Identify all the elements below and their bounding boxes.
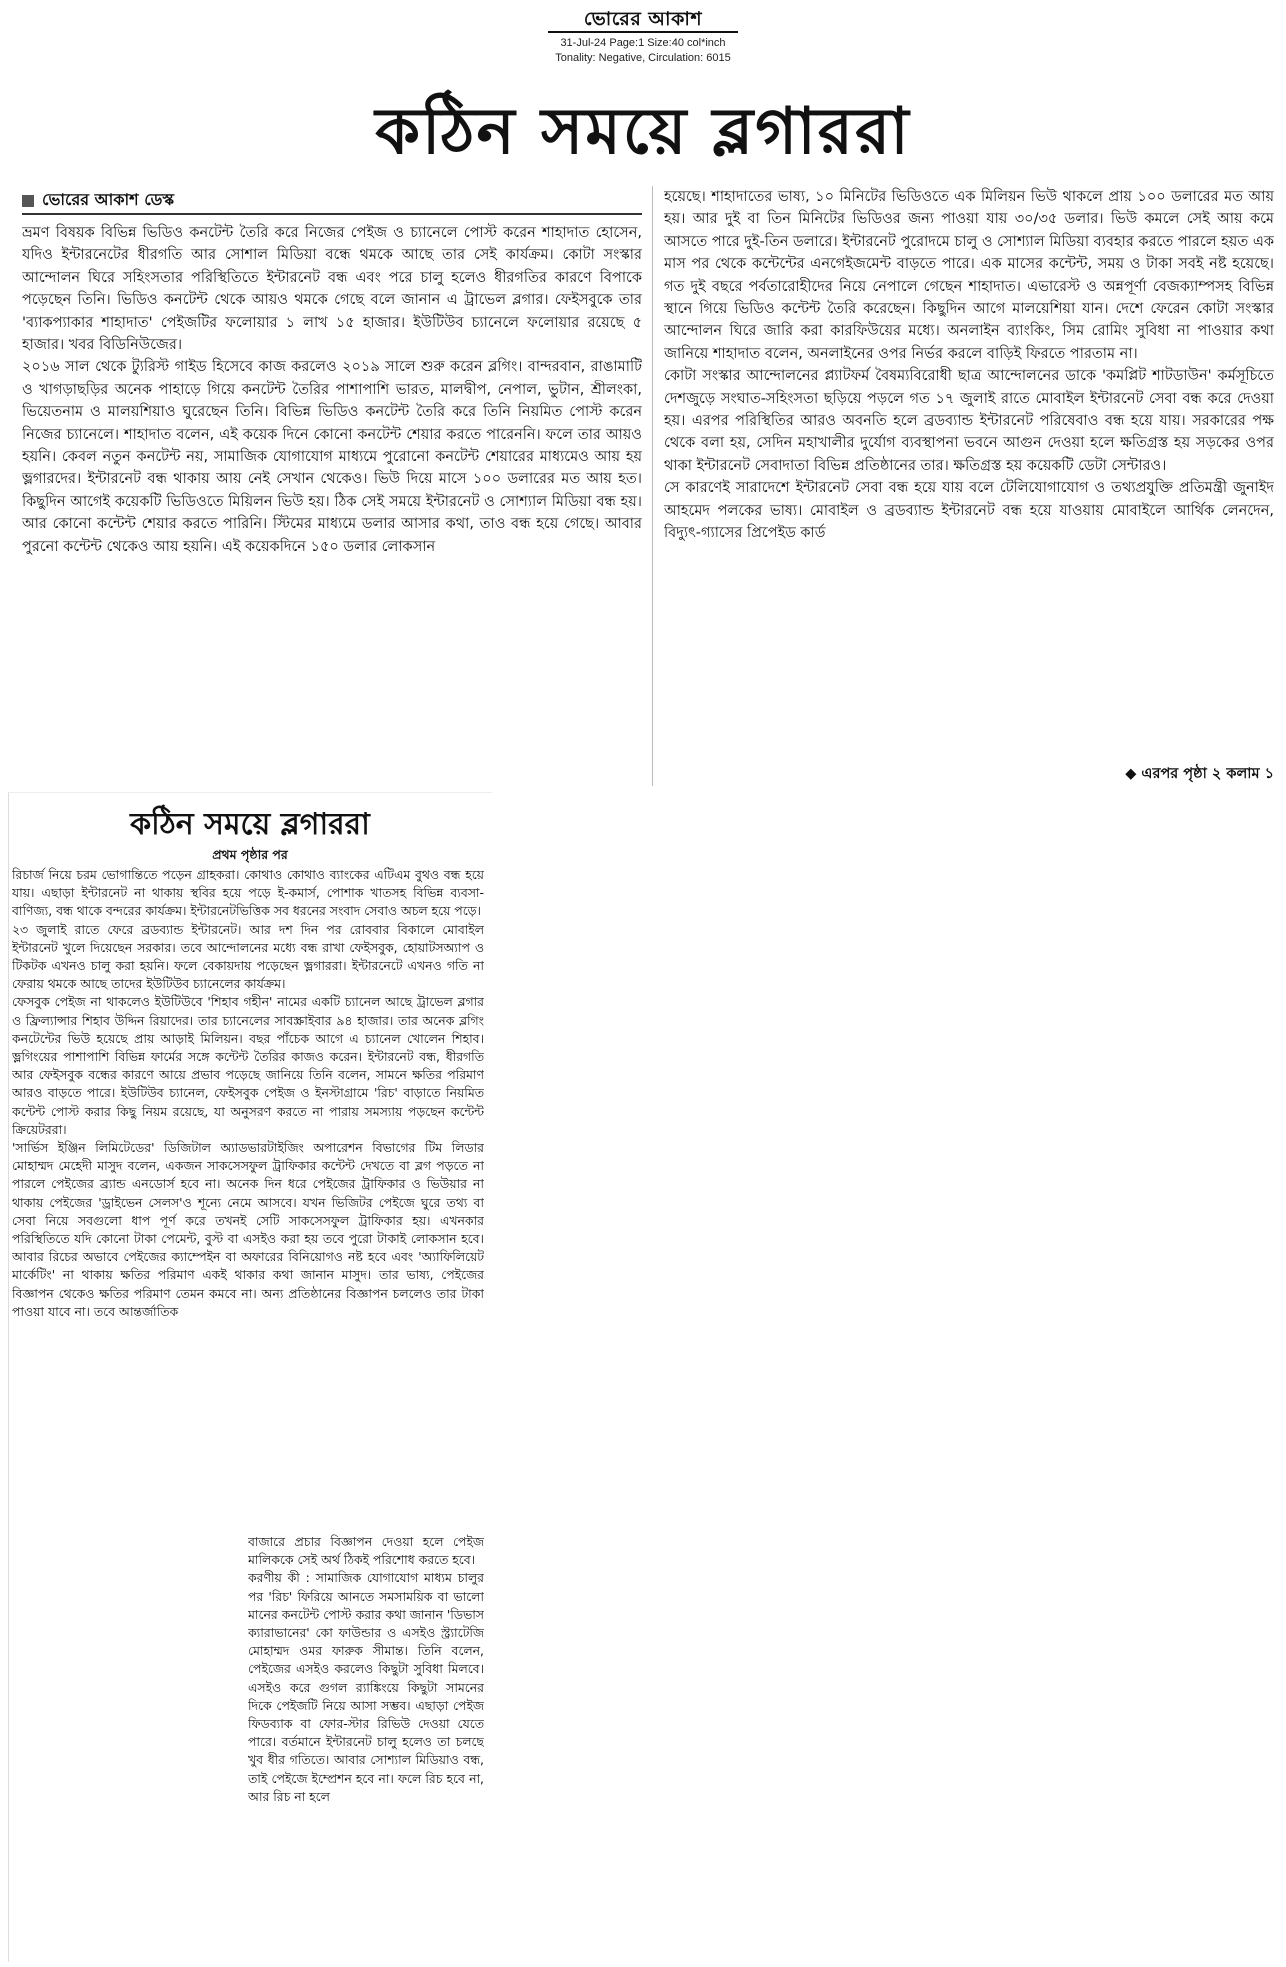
paragraph: ভ্রমণ বিষয়ক বিভিন্ন ভিডিও কনটেন্ট তৈরি করে নিজের পেইজ ও চ্যানেলে পোস্ট করেন শাহাদাত হোসেন, যদিও ইন্টারনেটের ধীরগতি আর সোশাল মিডিয়া বন্ধে থমকে আছে তার সেই কার্যক্রম। কোটা সংস্কার আন্দোলন ঘিরে সহিংসতার পরিস্থিতিতে ইন্টারনেট বন্ধ এবং পরে চালু হলেও ধীরগতির কারণে বিপাকে পড়েছেন তিনি। ভিডিও কনটেন্ট থেকে আয়ও থমকে গেছে বলে জানান এ ট্রাভেল ব্লগার। ফেইসবুকে তার 'ব্যাকপ্যাকার শাহাদাত' পেইজটির ফলোয়ার ১ লাখ ১৫ হাজার। ইউটিউব চ্যানেলে ফলোয়ার রয়েছে ৫ হাজার। খবর বিডিনিউজের। <box>22 225 642 354</box>
paragraph: হয়েছে। শাহাদাতের ভাষ্য, ১০ মিনিটের ভিডিওতে এক মিলিয়ন ভিউ থাকলে প্রায় ১০০ ডলারের মত আয় হয়। আর দুই বা তিন মিনিটের ভিডিওর জন্য পাওয়া যায় ৩০/৩৫ ডলার। ভিউ কমলে সেই আয় কমে আসতে পারে দুই-তিন ডলারে। ইন্টারনেট পুরোদমে চালু ও সোশ্যাল মিডিয়া ব্যবহার করতে পারলে হয়ত এক মাস পর থেকে কন্টেন্টের এনগেইজমেন্ট বাড়তে পারে। এক মাসের কন্টেন্ট, সময় ও টাকা সবই নষ্ট হয়েছে। গত দুই বছরে পর্বতারোহীদের নিয়ে নেপালে গেছেন শাহাদাত। এভারেস্ট ও অন্নপূর্ণা বেজক্যাম্পসহ বিভিন্ন স্থানে গিয়ে ভিডিও কন্টেন্ট তৈরি করেছেন। কিছুদিন আগে মালয়েশিয়া যান। দেশে ফেরেন কোটা সংস্কার আন্দোলন ঘিরে জারি করা কারফিউয়ের মধ্যে। অনলাইন ব্যাংকিং, সিম রোমিং সুবিধা না পাওয়ার কথা জানিয়ে শাহাদাত বলেন, অনলাইনের ওপর নির্ভর করলে বাড়িই ফিরতে পারতাম না। <box>664 189 1274 362</box>
byline <box>22 189 642 211</box>
article-column-right <box>664 186 1274 762</box>
byline-divider <box>22 213 642 215</box>
continued-on-page-note: ◆ এরপর পৃষ্ঠা ২ কলাম ১ <box>1125 766 1274 782</box>
paragraph: ২০১৬ সাল থেকে ট্যুরিস্ট গাইড হিসেবে কাজ করলেও ২০১৯ সালে শুরু করেন ব্লগিং। বান্দরবান, রাঙামাটি ও খাগড়াছড়ির অনেক পাহাড়ে গিয়ে কনটেন্ট তৈরির পাশাপাশি ভারত, মালদ্বীপ, নেপাল, ভুটান, শ্রীলংকা, ভিয়েতনাম ও মালয়শিয়াও ঘুরেছেন তিনি। বিভিন্ন ভিডিও কনটেন্ট তৈরি করে তিনি নিয়মিত পোস্ট করেন নিজের চ্যানেলে। শাহাদাত বলেন, এই কয়েক দিনে কোনো কনটেন্ট শেয়ার করতে পারেননি। ফলে তার আয়ও হয়নি। কেবল নতুন কনটেন্ট নয়, সামাজিক যোগাযোগ মাধ্যমে পুরোনো কনটেন্ট শেয়ারের মাধ্যমেও আয় হয় ভ্লগারদের। ইন্টারনেট বন্ধ থাকায় আয় নেই সেখান থেকেও। ভিউ দিয়ে মাসে ১০০ ডলারের মত আয় হত। কিছুদিন আগেই কয়েকটি ভিডিওতে মিয়িলন ভিউ হয়। ঠিক সেই সময়ে ইন্টারনেট ও সোশ্যাল মিডিয়া বন্ধ হয়। আর কোনো কন্টেন্ট শেয়ার করতে পারিনি। স্টিমের মাধ্যমে ডলার আসার কথা, তাও বন্ধ হয়ে গেছে। আবার পুরনো কন্টেন্ট থেকেও আয় হয়নি। এই কয়েকদিনে ১৫০ ডলার লোকসান <box>22 359 642 555</box>
continuation-subhead: প্রথম পৃষ্ঠার পর <box>212 847 288 862</box>
continuation-body <box>12 866 484 1532</box>
article-headline: কঠিন সময়ে ব্লগাররা <box>375 94 911 169</box>
paragraph: সে কারণেই সারাদেশে ইন্টারনেট সেবা বন্ধ হয়ে যায় বলে টেলিযোগাযোগ ও তথ্যপ্রযুক্তি প্রতিমন্ত্রী জুনাইদ আহমেদ পলকের ভাষ্য। মোবাইল ও ব্রডব্যান্ড ইন্টারনেট বন্ধ হয়ে যাওয়ায় মোবাইলে আর্থিক লেনদেন, বিদ্যুৎ-গ্যাসের প্রিপেইড কার্ড <box>664 480 1274 542</box>
continuation-headline: কঠিন সময়ে ব্লগাররা <box>130 807 370 842</box>
paragraph: ২৩ জুলাই রাতে ফেরে ব্রডব্যান্ড ইন্টারনেট। আর দশ দিন পর রোববার বিকালে মোবাইল ইন্টারনেট খুলে দিয়েছেন সরকার। তবে আন্দোলনের মধ্যে বন্ধ রাখা ফেইসবুক, হোয়াটসঅ্যাপ ও টিকটক এখনও চালু করা হয়নি। ফলে বেকায়দায় পড়েছেন ভ্লগাররা। ইন্টারনেটে এখনও গতি না ফেরায় থমকে আছে তাদের ইউটিউব চ্যানেলের কার্যক্রম। <box>12 921 484 992</box>
byline-text: ভোরের আকাশ ডেস্ক <box>42 190 174 209</box>
article-column-left <box>22 222 642 788</box>
paragraph: 'সার্ভিস ইঞ্জিন লিমিটেডের' ডিজিটাল অ্যাডভারটাইজিং অপারেশন বিভাগের টিম লিডার মোহাম্মদ মেহেদী মাসুদ বলেন, একজন সাকসেসফুল ট্রাফিকার কন্টেন্ট দেখতে বা ব্লগ পড়তে না পারলে পেইজের ব্র্যান্ড এনডোর্স হবে না। অনেক দিন ধরে পেইজের ট্রাফিকার ও ভিউয়ার না থাকায় পেইজের 'ড্রাইভেন সেলস'ও শূন্যে নেমে আসবে। যখন ভিজিটর পেইজে ঘুরে তথ্য বা সেবা নিয়ে সবগুলো ধাপ পূর্ণ করে তখনই সেটি সাকসেসফুল ট্রাফিকার হয়। এখনকার পরিস্থিতিতে যদি কোনো টাকা পেমেন্ট, বুস্ট বা এসইও করা হয় তবে পুরো টাকাই লোকসান হবে। আবার রিচের অভাবে পেইজের ক্যাম্পেইন বা অফারের বিনিয়োগও নষ্ট হবে এবং 'অ্যাফিলিয়েট মার্কেটিং' না থাকায় ক্ষতির পরিমাণ একই থাকার কথা জানান মাসুদ। তার ভাষ্য, পেইজের বিজ্ঞাপন থেকেও ক্ষতির পরিমাণ তেমন কমবে না। অন্য প্রতিষ্ঠানের বিজ্ঞাপন চললেও তার টাকা পাওয়া যাবে না। তবে আন্তর্জাতিক <box>12 1140 484 1319</box>
square-bullet-icon <box>22 195 34 207</box>
paragraph: ফেসবুক পেইজ না থাকলেও ইউটিউবে 'শিহাব গহীন' নামের একটি চ্যানেল আছে ট্রাভেল ব্লগার ও ফ্রিল্যান্সার শিহাব উদ্দিন রিয়াদের। তার চ্যানেলের সাবস্ক্রাইবার ৯৪ হাজার। তার অনেক ব্লগিং কনটেন্টের ভিউ হয়েছে প্রায় আড়াই মিলিয়ন। বছর পাঁচেক আগে এ চ্যানেল খোলেন শিহাব। ভ্লগিংয়ের পাশাপাশি বিভিন্ন ফার্মের সঙ্গে কন্টেন্ট তৈরির কাজও করেন। ইন্টারনেট বন্ধ, ধীরগতি আর ফেইসবুক বন্ধের কারণে আয়ে প্রভাব পড়েছে জানিয়ে তিনি বলেন, সামনে ক্ষতির পরিমাণ আরও বাড়তে পারে। ইউটিউব চ্যানেল, ফেইসবুক পেইজ ও ইনস্টাগ্রামে 'রিচ' বাড়াতে নিয়মিত কন্টেন্ট পোস্ট করার কিছু নিয়ম রয়েছে, যা অনুসরণ করতে না পারায় সমস্যায় পড়ছেন কন্টেন্ট ক্রিয়েটররা। <box>12 994 484 1137</box>
paragraph: করণীয় কী : সামাজিক যোগাযোগ মাধ্যম চালুর পর 'রিচ' ফিরিয়ে আনতে সমসাময়িক বা ভালো মানের কনটেন্ট পোস্ট করার কথা জানান 'ডিভাস ক্যারাভানের' কো ফাউন্ডার ও এসইও স্ট্র্যাটেজি মোহাম্মদ ওমর ফারুক সীমান্ত। তিনি বলেন, পেইজের এসইও করলেও কিছুটা সুবিধা মিলবে। এসইও করে গুগল র‍্যাঙ্কিংয়ে কিছুটা সামনের দিকে পেইজটি নিয়ে আসা সম্ভব। এছাড়া পেইজ ফিডব্যাক বা ফোর-স্টার রিভিউ দেওয়া যেতে পারে। বর্তমানে ইন্টারনেট চালু হলেও তা চলছে খুব ধীর গতিতে। আবার সোশ্যাল মিডিয়াও বন্ধ, তাই পেইজে ইম্প্রেশন হবে না। ফলে রিচ হবে না, আর রিচ না হলে <box>248 1570 484 1804</box>
clipping-meta-tonality: Tonality: Negative, Circulation: 6015 <box>555 52 731 64</box>
paragraph: রিচার্জ নিয়ে চরম ভোগান্তিতে পড়েন গ্রাহকরা। কোথাও কোথাও ব্যাংকের এটিএম বুথও বন্ধ হয়ে যায়। এছাড়া ইন্টারনেট না থাকায় স্থবির হয়ে পড়ে ই-কমার্স, পোশাক খাতসহ বিভিন্ন ব্যবসা-বাণিজ্য, বন্ধ থাকে বন্দরের কার্যক্রম। ইন্টারনেটভিত্তিক সব ধরনের সংবাদ সেবাও অচল হয়ে পড়ে। <box>12 867 484 919</box>
newspaper-logo: ভোরের আকাশ <box>583 8 703 30</box>
paragraph: বাজারে প্রচার বিজ্ঞাপন দেওয়া হলে পেইজ মালিককে সেই অর্থ ঠিকই পরিশোধ করতে হবে। <box>248 1534 484 1568</box>
paragraph: কোটা সংস্কার আন্দোলনের প্ল্যাটফর্ম বৈষম্যবিরোধী ছাত্র আন্দোলনের ডাকে 'কমপ্লিট শাটডাউন' কর্মসূচিতে দেশজুড়ে সংঘাত-সহিংসতা ছড়িয়ে পড়লে গত ১৭ জুলাই রাতে মোবাইল ইন্টারনেট সেবা বন্ধ করে দেওয়া হয়। এরপর পরিস্থিতির আরও অবনতি হলে ব্রডব্যান্ড ইন্টারনেট পরিষেবাও বন্ধ হয়ে যায়। সরকারের পক্ষ থেকে বলা হয়, সেদিন মহাখালীর দুর্যোগ ব্যবস্থাপনা ভবনে আগুন দেওয়া হলে ক্ষতিগ্রস্ত হয় সড়কের ওপর থাকা ইন্টারনেট সেবাদাতা বিভিন্ন প্রতিষ্ঠানের তার। ক্ষতিগ্রস্ত হয় কয়েকটি ডেটা সেন্টারও। <box>664 368 1274 474</box>
continuation-narrow-column <box>248 1533 484 1959</box>
logo-underline <box>548 31 738 33</box>
column-divider <box>652 186 653 786</box>
clipping-meta-date: 31-Jul-24 Page:1 Size:40 col*inch <box>560 37 726 49</box>
